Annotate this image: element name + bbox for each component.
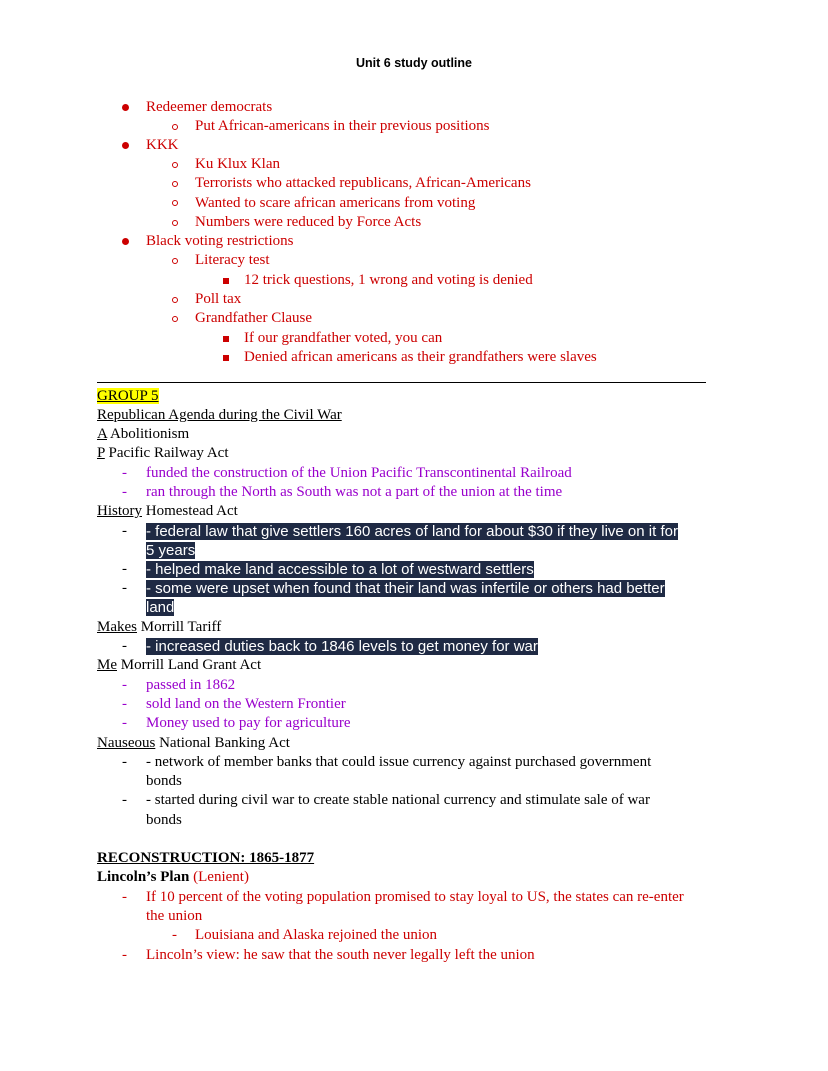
- mnemonic-key: Nauseous: [97, 735, 156, 751]
- dash-marker: -: [122, 561, 127, 577]
- lincoln-plan-subdetail: Louisiana and Alaska rejoined the union: [195, 927, 438, 943]
- kkk-heading: KKK: [146, 137, 179, 153]
- homestead-detail-line: [146, 598, 174, 617]
- horizontal-rule: [97, 382, 706, 383]
- literacy-test: Literacy test: [195, 252, 270, 268]
- bullet-circle: [172, 220, 178, 226]
- redeemer-sub: Put African-americans in their previous positions: [195, 118, 490, 134]
- highlighted-text: - increased duties back to 1846 levels to get money for war: [146, 638, 538, 655]
- group-label-text: GROUP 5: [97, 388, 159, 404]
- bullet-circle: [172, 124, 178, 130]
- land-grant-detail: sold land on the Western Frontier: [146, 696, 346, 712]
- dash-marker: -: [122, 677, 127, 693]
- banking-detail: bonds: [146, 812, 182, 828]
- bullet-circle: [172, 200, 178, 206]
- document-title: Unit 6 study outline: [356, 56, 472, 70]
- poll-tax: Poll tax: [195, 291, 242, 307]
- kkk-item: Terrorists who attacked republicans, African-Americans: [195, 175, 531, 191]
- dash-marker: -: [122, 754, 127, 770]
- agenda-item-abolitionism: [97, 425, 189, 444]
- dash-marker: -: [122, 465, 127, 481]
- mnemonic-key: A: [97, 426, 108, 442]
- land-grant-detail: Money used to pay for agriculture: [146, 715, 351, 731]
- homestead-detail-line: [146, 579, 665, 598]
- bullet-circle: [172, 297, 178, 303]
- lincoln-plan-detail: If 10 percent of the voting population promised to stay loyal to US, the states can re-enter: [146, 889, 684, 905]
- banking-detail: - started during civil war to create stable national currency and stimulate sale of war: [146, 792, 650, 808]
- kkk-item: Numbers were reduced by Force Acts: [195, 214, 422, 230]
- dash-marker: -: [122, 715, 127, 731]
- agenda-item-railway: [97, 444, 229, 463]
- reconstruction-heading: RECONSTRUCTION: 1865-1877: [97, 850, 315, 866]
- plan-name: Lincoln’s Plan: [97, 869, 190, 885]
- kkk-item: Wanted to scare african americans from voting: [195, 195, 476, 211]
- lincoln-plan-detail: Lincoln’s view: he saw that the south never legally left the union: [146, 947, 535, 963]
- mnemonic-key: Makes: [97, 619, 137, 635]
- bullet-square: [223, 278, 229, 284]
- bullet-dot: [122, 104, 129, 111]
- highlighted-text: - helped make land accessible to a lot of westward settlers: [146, 561, 534, 578]
- agenda-item-text: Abolitionism: [107, 426, 190, 442]
- dash-marker: -: [122, 484, 127, 500]
- bullet-circle: [172, 316, 178, 322]
- grandfather-detail: Denied african americans as their grandfathers were slaves: [244, 349, 597, 365]
- mnemonic-key: Me: [97, 657, 117, 673]
- bullet-dot: [122, 142, 129, 149]
- dash-marker: -: [122, 792, 127, 808]
- banking-detail: bonds: [146, 773, 182, 789]
- mnemonic-key: History: [97, 503, 142, 519]
- agenda-item-text: Homestead Act: [142, 503, 238, 519]
- agenda-item-homestead: [97, 502, 238, 521]
- highlighted-text: - federal law that give settlers 160 acres of land for about $30 if they live on it for: [146, 523, 678, 540]
- agenda-item-text: National Banking Act: [155, 735, 290, 751]
- lincoln-plan-detail: the union: [146, 908, 203, 924]
- highlighted-text: - some were upset when found that their land was infertile or others had better: [146, 580, 665, 597]
- bullet-square: [223, 355, 229, 361]
- grandfather-clause: Grandfather Clause: [195, 310, 313, 326]
- bullet-square: [223, 336, 229, 342]
- homestead-detail-line: [146, 560, 534, 579]
- banking-detail: - network of member banks that could issue currency against purchased government: [146, 754, 652, 770]
- dash-marker: -: [122, 580, 127, 596]
- dash-marker: -: [122, 696, 127, 712]
- dash-marker: -: [122, 523, 127, 539]
- agenda-item-text: Morrill Tariff: [137, 619, 222, 635]
- bullet-circle: [172, 162, 178, 168]
- highlighted-text: land: [146, 599, 175, 616]
- lincoln-plan-heading: [97, 868, 249, 887]
- bullet-circle: [172, 181, 178, 187]
- railway-detail: funded the construction of the Union Pacific Transcontinental Railroad: [146, 465, 572, 481]
- agenda-item-land-grant: [97, 656, 261, 675]
- railway-detail: ran through the North as South was not a part of the union at the time: [146, 484, 563, 500]
- dash-marker: -: [122, 889, 127, 905]
- plan-note: (Lenient): [189, 869, 249, 885]
- group-label: [97, 387, 159, 406]
- black-voting-heading: Black voting restrictions: [146, 233, 294, 249]
- agenda-heading: Republican Agenda during the Civil War: [97, 407, 342, 423]
- highlighted-text: 5 years: [146, 542, 196, 559]
- bullet-dot: [122, 238, 129, 245]
- agenda-item-tariff: [97, 618, 221, 637]
- bullet-circle: [172, 258, 178, 264]
- dash-marker: -: [172, 927, 177, 943]
- mnemonic-key: P: [97, 445, 105, 461]
- land-grant-detail: passed in 1862: [146, 677, 236, 693]
- agenda-item-text: Pacific Railway Act: [104, 445, 229, 461]
- homestead-detail-line: [146, 522, 678, 541]
- literacy-detail: 12 trick questions, 1 wrong and voting is denied: [244, 272, 533, 288]
- tariff-detail-line: [146, 637, 538, 656]
- dash-marker: -: [122, 638, 127, 654]
- homestead-detail-line: [146, 541, 195, 560]
- grandfather-detail: If our grandfather voted, you can: [244, 330, 443, 346]
- agenda-item-text: Morrill Land Grant Act: [117, 657, 262, 673]
- dash-marker: -: [122, 947, 127, 963]
- kkk-item: Ku Klux Klan: [195, 156, 280, 172]
- agenda-item-banking: [97, 734, 290, 753]
- redeemer-heading: Redeemer democrats: [146, 99, 273, 115]
